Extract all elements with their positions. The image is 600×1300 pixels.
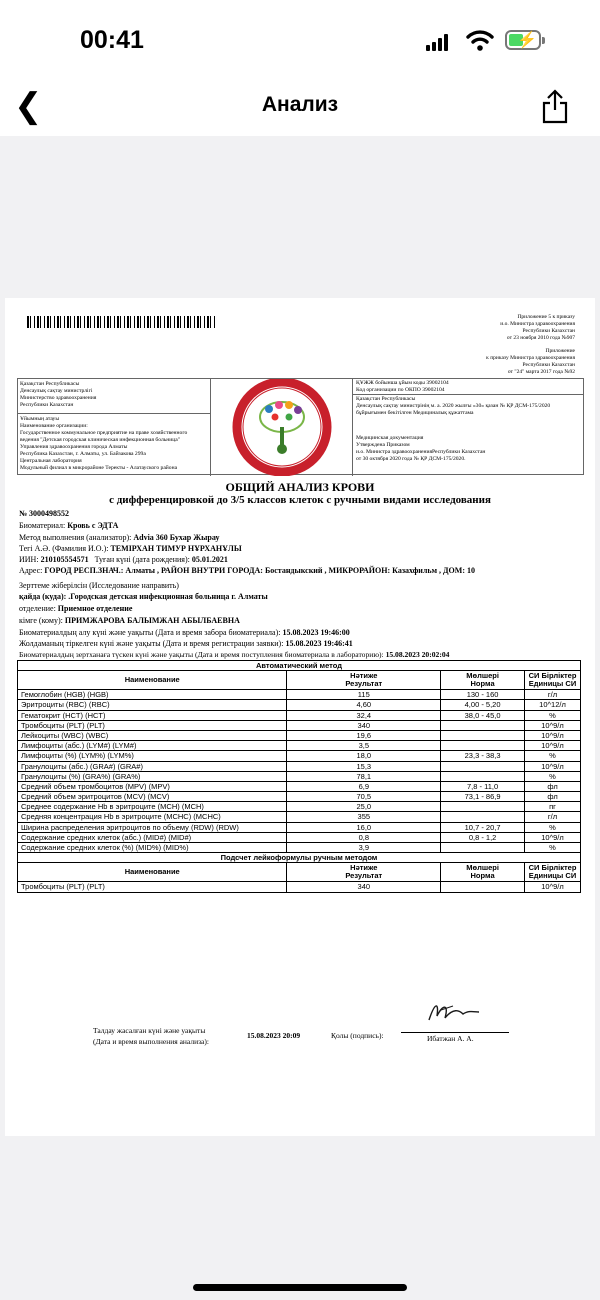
test-result: 3,5: [287, 741, 441, 751]
test-result: 25,0: [287, 802, 441, 812]
order-reference-top: Приложение 5 к приказу и.о. Министра здравоохранения Республики Казахстан от 23 ноября 2010 года №907: [500, 314, 575, 342]
test-unit: 10^9/л: [525, 741, 581, 751]
test-norm: [441, 761, 525, 771]
column-header-unit: СИ Бірліктер Единицы СИ: [525, 863, 581, 882]
organization-code-block: ҚҰЖЖ бойынша ұйым коды 39002104 Код организации по ОКПО 39002104: [356, 380, 449, 393]
test-result: 6,9: [287, 781, 441, 791]
order-reference-bottom: Приложение к приказу Министра здравоохранения Республики Казахстан от "24" марта 2017 года №92: [486, 348, 575, 376]
handwritten-signature: [423, 998, 483, 1026]
table-row: [18, 720, 581, 730]
test-unit: фл: [525, 792, 581, 802]
signer-name: Ибатжан А. А.: [427, 1034, 474, 1043]
recipient-line: кімге (кому): ПРИМЖАРОВА БАЛЫМЖАН АБЫЛБАЕВНА: [19, 616, 240, 625]
wifi-icon: [466, 28, 494, 52]
test-result: 355: [287, 812, 441, 822]
test-result: 15,3: [287, 761, 441, 771]
test-norm: [441, 802, 525, 812]
test-name: Гемоглобин (HGB) (HGB): [18, 690, 287, 700]
barcode: [27, 316, 217, 328]
lab-report-document: [5, 298, 595, 1136]
table-row: [18, 832, 581, 842]
table-row: [18, 741, 581, 751]
table-row: [18, 730, 581, 740]
destination-line: қайда (куда): .Городская детская инфекционная больница г. Алматы: [19, 592, 268, 601]
collection-time-line: Биоматериалдың алу күні және уақыты (Дата и время забора биоматериала): 15.08.2023 19:46:00: [19, 628, 350, 637]
address-line: Адрес: ГОРОД РЕСП.ЗНАЧ.: Алматы , РАЙОН ВНУТРИ ГОРОДА: Бостандыкский , МИКРОРАЙОН: Казахфильм , ДОМ: 10: [19, 566, 475, 575]
test-name: Средний объем тромбоцитов (MPV) (MPV): [18, 781, 287, 791]
test-result: 0,8: [287, 832, 441, 842]
test-norm: 0,8 - 1,2: [441, 832, 525, 842]
iin-line: ИИН: 210105554571 Туған күні (дата рождения): 05.01.2021: [19, 555, 228, 564]
test-name: Содержание средних клеток (%) (MID%) (MID%): [18, 843, 287, 853]
table-row: [18, 802, 581, 812]
cellular-signal-icon: [426, 33, 450, 51]
test-norm: [441, 812, 525, 822]
test-result: 115: [287, 690, 441, 700]
report-subtitle: с дифференцировкой до 3/5 классов клеток с ручными видами исследования: [109, 494, 491, 506]
test-result: 70,5: [287, 792, 441, 802]
patient-name-line: Тегі А.Ә. (Фамилия И.О.): ТЕМІРХАН ТИМУР НҰРХАНҰЛЫ: [19, 544, 242, 553]
table-row: [18, 822, 581, 832]
test-norm: [441, 741, 525, 751]
analysis-date: 15.08.2023 20:09: [247, 1031, 301, 1040]
test-name: Тромбоциты (PLT) (PLT): [18, 720, 287, 730]
test-name: Ширина распределения эритроцитов по объему (RDW) (RDW): [18, 822, 287, 832]
test-unit: 10^9/л: [525, 882, 581, 892]
column-header-norm: Мөлшері Норма: [441, 863, 525, 882]
test-result: 18,0: [287, 751, 441, 761]
test-norm: 10,7 - 20,7: [441, 822, 525, 832]
test-name: Лейкоциты (WBC) (WBC): [18, 730, 287, 740]
section-header: Автоматический метод: [18, 661, 581, 671]
test-unit: %: [525, 843, 581, 853]
home-indicator[interactable]: [193, 1284, 407, 1291]
back-chevron-icon[interactable]: ❮: [14, 86, 43, 126]
test-unit: г/л: [525, 812, 581, 822]
test-norm: [441, 771, 525, 781]
test-norm: [441, 720, 525, 730]
column-header-name: Наименование: [18, 863, 287, 882]
column-header-result: Нәтиже Результат: [287, 671, 441, 690]
navigation-bar: [0, 80, 600, 136]
test-unit: фл: [525, 781, 581, 791]
table-row: [18, 761, 581, 771]
table-row: [18, 700, 581, 710]
test-name: Содержание средних клеток (абс.) (MID#) (MID#): [18, 832, 287, 842]
hospital-logo: [210, 379, 353, 476]
registration-time-line: Жолдаманың тіркелген күні және уақыты (Дата и время регистрации заявки): 15.08.2023 19:46:41: [19, 639, 353, 648]
russian-approval-block: Медицинская документация Утверждена Приказом и.о. Министра здравоохраненияРеспублики Казахстан от 30 октября 2020 года № ҚР ДСМ-175/2020.: [356, 435, 486, 462]
column-header-unit: СИ Бірліктер Единицы СИ: [525, 671, 581, 690]
ministry-block: Қазақстан Республикасы Денсаулық сақтау министрлігі Министерство здравоохранения Республики Казахстан: [20, 381, 97, 408]
test-norm: [441, 882, 525, 892]
table-row: [18, 771, 581, 781]
biomaterial-line: Биоматериал: Кровь с ЭДТА: [19, 521, 119, 530]
test-name: Тромбоциты (PLT) (PLT): [18, 882, 287, 892]
test-unit: %: [525, 710, 581, 720]
test-norm: 130 - 160: [441, 690, 525, 700]
test-norm: 38,0 - 45,0: [441, 710, 525, 720]
test-unit: 10^9/л: [525, 761, 581, 771]
status-time: 00:41: [80, 26, 144, 54]
test-name: Лимфоциты (%) (LYM%) (LYM%): [18, 751, 287, 761]
table-row: [18, 710, 581, 720]
test-result: 16,0: [287, 822, 441, 832]
test-name: Средний объем эритроцитов (MCV) (MCV): [18, 792, 287, 802]
share-icon[interactable]: [540, 88, 570, 124]
test-norm: [441, 843, 525, 853]
column-header-norm: Мөлшері Норма: [441, 671, 525, 690]
section-header: Подсчет лейкоформулы ручным методом: [18, 853, 581, 863]
test-unit: 10^9/л: [525, 720, 581, 730]
test-result: 32,4: [287, 710, 441, 720]
test-name: Среднее содержание Hb в эритроците (MCH) (MCH): [18, 802, 287, 812]
method-line: Метод выполнения (анализатор): Advia 360 Бухар Жырау: [19, 533, 220, 542]
kazakh-approval-block: Қазақстан Республикасы Денсаулық сақтау министрінің м. а. 2020 жылғы «30» қазан № ҚР ДСМ-175/2020 бұйрығымен бекітілген Медициналық құжаттама: [356, 396, 551, 416]
results-table-automatic: [17, 660, 581, 893]
status-bar: [0, 0, 600, 80]
report-number: № 3000498552: [19, 509, 70, 518]
table-row: [18, 690, 581, 700]
test-norm: 73,1 - 86,9: [441, 792, 525, 802]
test-norm: 23,3 - 38,3: [441, 751, 525, 761]
test-result: 19,6: [287, 730, 441, 740]
battery-icon: ⚡: [505, 30, 541, 50]
test-unit: 10^9/л: [525, 730, 581, 740]
test-unit: %: [525, 771, 581, 781]
test-unit: 10^9/л: [525, 832, 581, 842]
department-line: отделение: Приемное отделение: [19, 604, 133, 613]
test-unit: г/л: [525, 690, 581, 700]
test-norm: [441, 730, 525, 740]
test-unit: пг: [525, 802, 581, 812]
table-row: [18, 751, 581, 761]
organization-block: Ұйымның атауы Наименование организации: Государственное коммунальное предприятие на праве хозяйственного ведения "Детская городская клиническая инфекционная больница" Управления здравоохранения города Алматы Республика Казахстан, г. Алматы, ул. Байзакова 299а Центральная лаборатория Модульный филиал в микрорайоне Теректы - Алатауского района: [20, 416, 188, 471]
signature-label: Қолы (подпись):: [331, 1031, 384, 1040]
arrival-time-line: Биоматериалдың зертханаға түскен күні және уақыты (Дата и время поступления биоматериала в лабораторию): 15.08.2023 20:02:04: [19, 650, 450, 659]
test-result: 340: [287, 882, 441, 892]
test-result: 340: [287, 720, 441, 730]
test-result: 3,9: [287, 843, 441, 853]
test-name: Гранулоциты (абс.) (GRA#) (GRA#): [18, 761, 287, 771]
test-name: Средняя концентрация Hb в эритроците (MCHC) (MCHC): [18, 812, 287, 822]
column-header-result: Нәтиже Результат: [287, 863, 441, 882]
report-title: ОБЩИЙ АНАЛИЗ КРОВИ: [225, 480, 375, 494]
table-row: [18, 843, 581, 853]
test-norm: 7,8 - 11,0: [441, 781, 525, 791]
column-header-name: Наименование: [18, 671, 287, 690]
table-row: [18, 882, 581, 892]
page-title: Анализ: [261, 93, 339, 116]
sent-to-label: Зерттеме жіберілсін (Исследование направить): [19, 581, 179, 590]
document-header: [17, 378, 584, 475]
test-result: 78,1: [287, 771, 441, 781]
table-row: [18, 781, 581, 791]
test-unit: 10^12/л: [525, 700, 581, 710]
test-name: Гематокрит (HCT) (HCT): [18, 710, 287, 720]
table-row: [18, 792, 581, 802]
test-norm: 4,00 - 5,20: [441, 700, 525, 710]
test-result: 4,60: [287, 700, 441, 710]
test-unit: %: [525, 822, 581, 832]
table-row: [18, 812, 581, 822]
test-name: Гранулоциты (%) (GRA%) (GRA%): [18, 771, 287, 781]
test-name: Лимфоциты (абс.) (LYM#) (LYM#): [18, 741, 287, 751]
test-unit: %: [525, 751, 581, 761]
test-name: Эритроциты (RBC) (RBC): [18, 700, 287, 710]
analysis-date-label: Талдау жасалған күні және уақыты (Дата и время выполнения анализа):: [93, 1026, 209, 1046]
